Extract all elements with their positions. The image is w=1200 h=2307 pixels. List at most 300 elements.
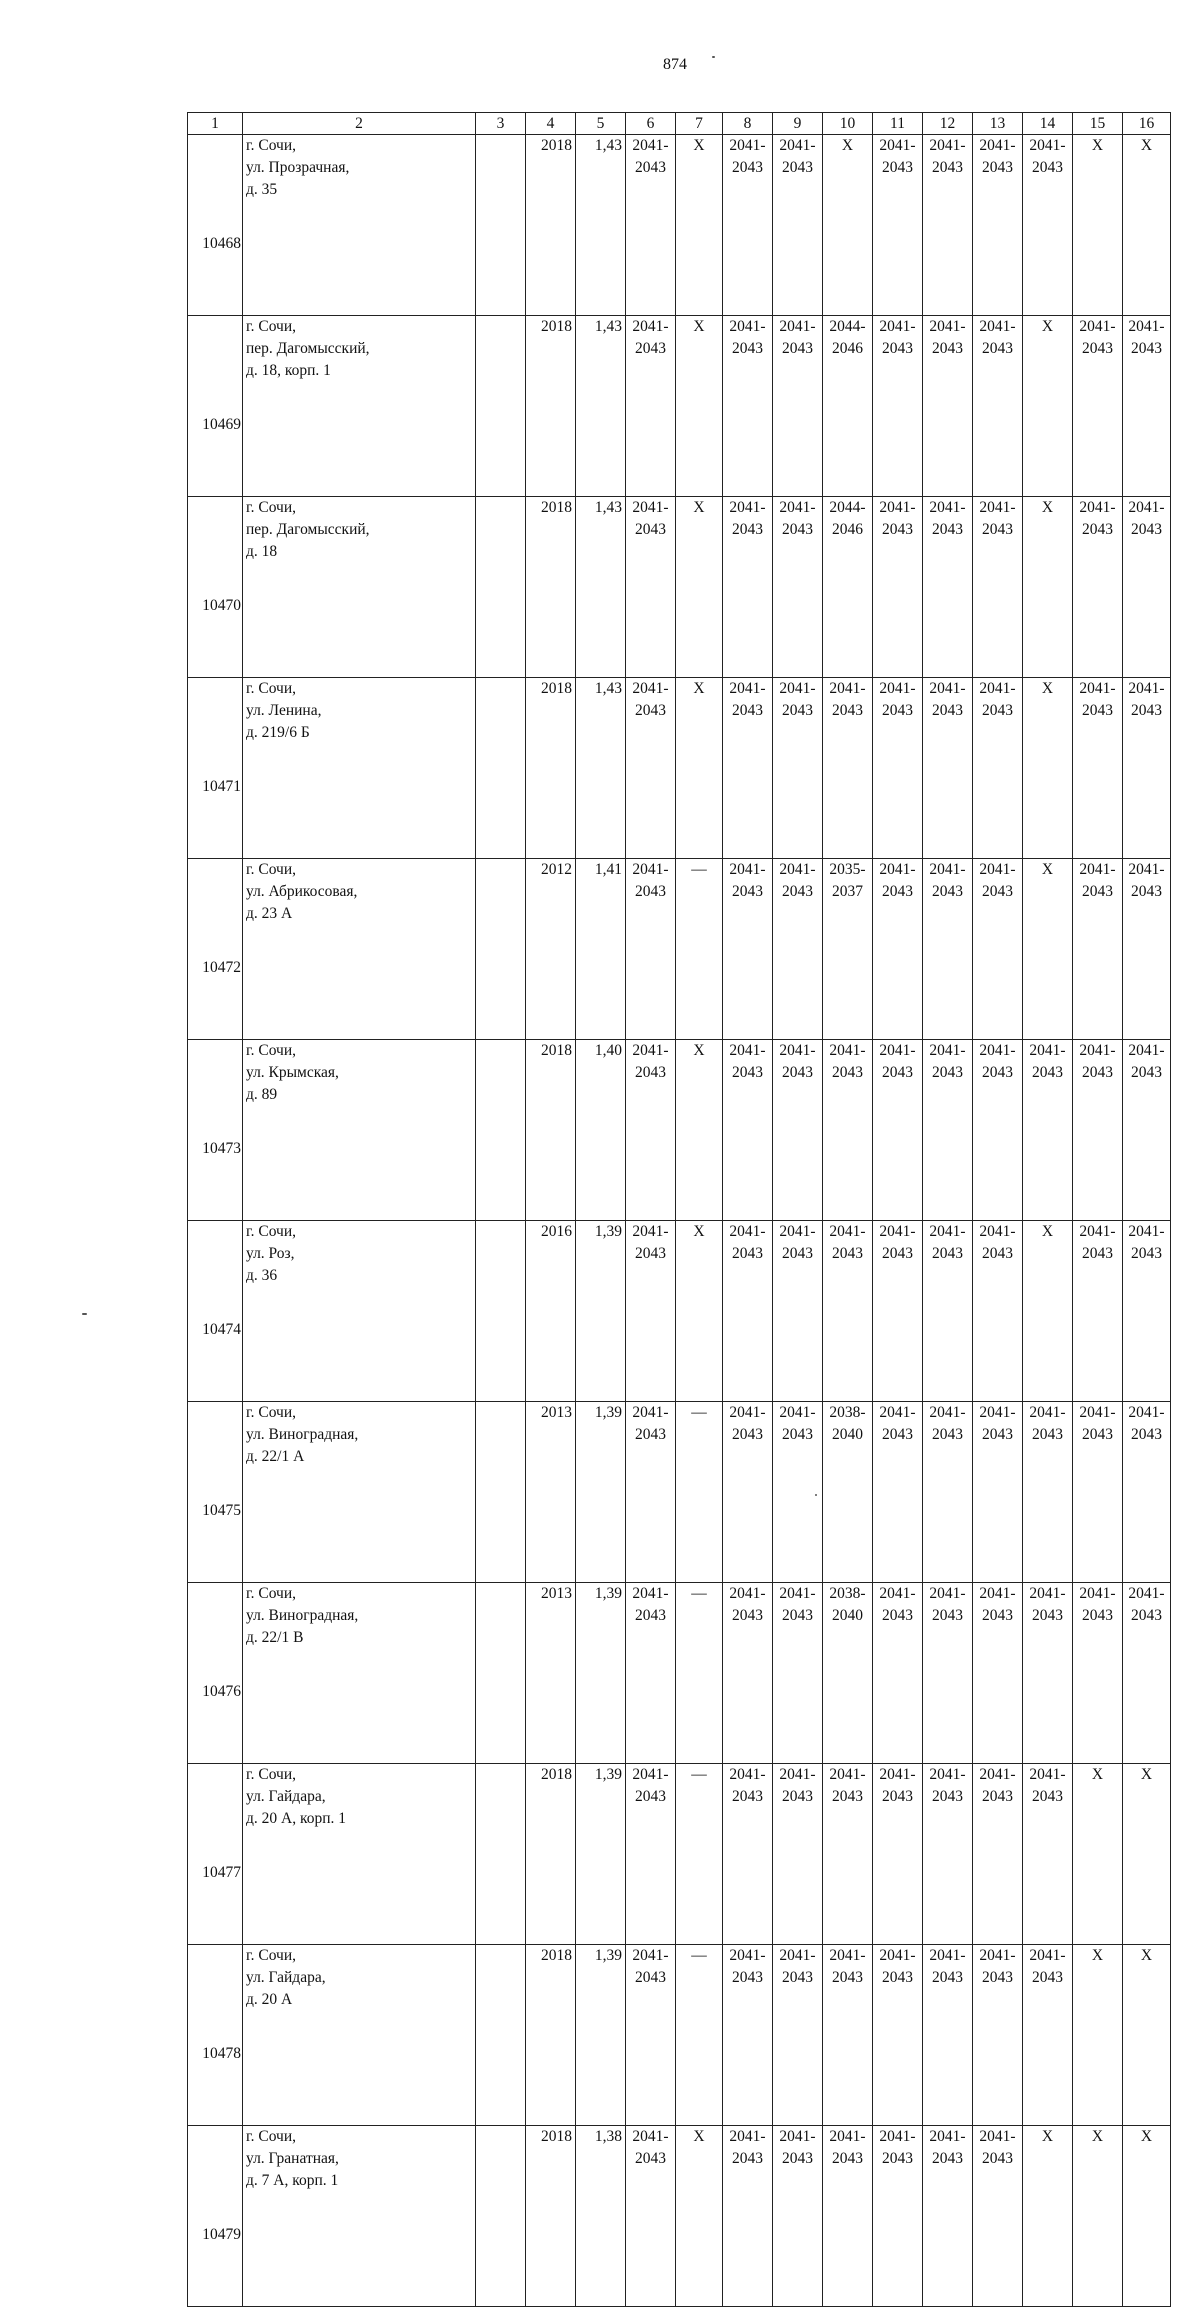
period-start: 2041- [829,1223,866,1240]
period-start: 2041- [1079,1404,1116,1421]
period-start: 2041- [929,1404,966,1421]
period-cell [773,497,823,678]
period-end: 2043 [882,1788,913,1805]
period-cell [873,2126,923,2307]
period-cell [773,1945,823,2126]
address-line: г. Сочи, [246,1766,297,1783]
column-3-cell [476,1040,526,1221]
address-line: г. Сочи, [246,318,297,335]
period-start: 2041- [779,1223,816,1240]
period-start: 2041- [979,1042,1016,1059]
period-start: 2041- [1029,137,1066,154]
coefficient-cell: 1,43 [576,678,626,859]
column-header: 16 [1123,113,1171,135]
period-cell [723,678,773,859]
period-cell [773,1583,823,1764]
period-start: 2041- [979,137,1016,154]
period-cell [823,2126,873,2307]
period-cell [973,1040,1023,1221]
address-line: г. Сочи, [246,1947,297,1964]
mark-cell: Х [1023,1221,1073,1402]
coefficient-cell: 1,40 [576,1040,626,1221]
column-3-cell [476,678,526,859]
period-start: 2041- [632,137,669,154]
address-line: д. 35 [246,181,278,198]
period-start: 2041- [979,861,1016,878]
period-start: 2041- [729,318,766,335]
row-id-cell: 10472 [188,859,243,1040]
coefficient-cell: 1,43 [576,316,626,497]
period-start: 2041- [879,318,916,335]
period-start: 2041- [979,1585,1016,1602]
period-cell [1023,1402,1073,1583]
period-end: 2043 [635,883,666,900]
address-line: д. 219/6 Б [246,724,310,741]
mark-cell: Х [1023,2126,1073,2307]
period-cell [923,497,973,678]
address-cell [243,1583,476,1764]
period-end: 2043 [732,2150,763,2167]
address-line: ул. Роз, [246,1245,295,1262]
period-start: 2041- [729,1947,766,1964]
table-row [188,316,1171,497]
period-cell [773,1221,823,1402]
table-body [188,113,1171,2307]
period-cell [873,316,923,497]
address-line: д. 20 А, корп. 1 [246,1810,346,1827]
address-cell [243,316,476,497]
year-cell: 2018 [526,1764,576,1945]
period-cell [723,316,773,497]
period-start: 2041- [1079,318,1116,335]
coefficient-cell: 1,41 [576,859,626,1040]
period-start: 2041- [829,680,866,697]
period-end: 2043 [932,159,963,176]
period-cell [873,1040,923,1221]
period-cell [1123,1583,1171,1764]
period-end: 2043 [832,1969,863,1986]
coefficient-cell: 1,39 [576,1945,626,2126]
period-start: 2041- [1079,1223,1116,1240]
period-start: 2041- [779,1042,816,1059]
period-cell [626,1402,676,1583]
period-end: 2043 [982,1064,1013,1081]
period-end: 2043 [732,1064,763,1081]
address-line: д. 23 А [246,905,293,922]
address-line: пер. Дагомысский, [246,521,370,538]
period-start: 2041- [929,137,966,154]
period-cell [1123,1402,1171,1583]
period-cell [723,1764,773,1945]
period-end: 2043 [932,2150,963,2167]
period-end: 2043 [732,883,763,900]
table-row [188,1583,1171,1764]
period-cell [1023,135,1073,316]
period-start: 2041- [779,1947,816,1964]
column-3-cell [476,859,526,1040]
period-start: 2041- [632,318,669,335]
period-end: 2043 [782,1426,813,1443]
row-id-cell: 10478 [188,1945,243,2126]
mark-cell: Х [1073,1764,1123,1945]
column-header: 15 [1073,113,1123,135]
period-cell [923,1764,973,1945]
period-cell [873,678,923,859]
period-start: 2041- [729,499,766,516]
address-line: г. Сочи, [246,861,297,878]
mark-cell: Х [676,2126,723,2307]
period-end: 2043 [635,1607,666,1624]
column-header: 3 [476,113,526,135]
table-row [188,1764,1171,1945]
row-id-cell: 10471 [188,678,243,859]
period-end: 2043 [635,340,666,357]
period-start: 2041- [1079,1585,1116,1602]
period-cell [1123,316,1171,497]
period-cell [823,859,873,1040]
period-cell [723,1040,773,1221]
period-cell [1073,859,1123,1040]
period-end: 2043 [782,883,813,900]
period-end: 2043 [982,159,1013,176]
period-end: 2043 [882,883,913,900]
period-cell [973,497,1023,678]
table-row [188,678,1171,859]
period-cell [973,1402,1023,1583]
address-cell [243,1221,476,1402]
period-cell [723,1402,773,1583]
address-cell [243,135,476,316]
period-end: 2043 [982,883,1013,900]
address-cell [243,1040,476,1221]
period-start: 2041- [632,499,669,516]
mark-cell: Х [676,497,723,678]
period-end: 2043 [732,1788,763,1805]
period-end: 2043 [982,1607,1013,1624]
period-cell [923,316,973,497]
period-start: 2041- [779,1404,816,1421]
coefficient-cell: 1,39 [576,1764,626,1945]
period-start: 2041- [1029,1947,1066,1964]
address-line: д. 18, корп. 1 [246,362,331,379]
column-3-cell [476,316,526,497]
address-line: ул. Гайдара, [246,1788,326,1805]
coefficient-cell: 1,38 [576,2126,626,2307]
period-cell [1073,316,1123,497]
year-cell: 2018 [526,1040,576,1221]
coefficient-cell: 1,39 [576,1402,626,1583]
mark-cell: Х [676,316,723,497]
period-start: 2041- [829,1766,866,1783]
period-cell [1123,1221,1171,1402]
table-row [188,1040,1171,1221]
period-start: 2041- [929,499,966,516]
period-end: 2043 [882,1607,913,1624]
period-cell [873,1221,923,1402]
mark-cell: Х [823,135,873,316]
period-cell [773,316,823,497]
period-end: 2043 [1032,1788,1063,1805]
period-end: 2043 [782,1064,813,1081]
period-start: 2041- [879,1223,916,1240]
mark-cell: Х [1023,497,1073,678]
period-end: 2043 [782,1245,813,1262]
row-id-cell: 10469 [188,316,243,497]
period-end: 2043 [782,1607,813,1624]
period-cell [723,1221,773,1402]
period-end: 2043 [882,1969,913,1986]
table-row [188,2126,1171,2307]
period-end: 2043 [732,702,763,719]
column-header: 4 [526,113,576,135]
column-header: 14 [1023,113,1073,135]
address-cell [243,497,476,678]
period-start: 2041- [1128,318,1165,335]
address-line: пер. Дагомысский, [246,340,370,357]
address-line: д. 7 А, корп. 1 [246,2172,339,2189]
period-start: 2041- [632,1042,669,1059]
period-end: 2043 [1032,1607,1063,1624]
period-cell [1023,1764,1073,1945]
period-end: 2043 [982,340,1013,357]
table-row [188,135,1171,316]
period-cell [973,2126,1023,2307]
mark-cell: Х [1023,859,1073,1040]
mark-cell: Х [1123,135,1171,316]
year-cell: 2016 [526,1221,576,1402]
period-start: 2041- [729,2128,766,2145]
period-end: 2043 [1131,1607,1162,1624]
period-cell [973,859,1023,1040]
period-cell [723,1583,773,1764]
address-line: ул. Гранатная, [246,2150,339,2167]
period-start: 2041- [1079,680,1116,697]
mark-cell: Х [1123,1764,1171,1945]
period-start: 2041- [929,1042,966,1059]
year-cell: 2018 [526,2126,576,2307]
mark-cell: — [676,859,723,1040]
address-line: г. Сочи, [246,1223,297,1240]
mark-cell: Х [1073,2126,1123,2307]
address-line: г. Сочи, [246,1042,297,1059]
period-cell [873,1583,923,1764]
year-cell: 2012 [526,859,576,1040]
period-start: 2041- [879,861,916,878]
year-cell: 2013 [526,1583,576,1764]
period-start: 2041- [729,680,766,697]
period-end: 2043 [882,1064,913,1081]
period-cell [823,497,873,678]
address-line: ул. Виноградная, [246,1426,359,1443]
period-end: 2043 [1082,1064,1113,1081]
period-cell [923,1583,973,1764]
period-cell [973,1764,1023,1945]
period-start: 2041- [632,861,669,878]
period-end: 2043 [635,521,666,538]
period-cell [1073,1221,1123,1402]
column-3-cell [476,497,526,678]
address-line: ул. Прозрачная, [246,159,350,176]
address-line: д. 22/1 В [246,1629,304,1646]
period-end: 2043 [882,1426,913,1443]
address-cell [243,678,476,859]
period-start: 2041- [632,2128,669,2145]
column-header: 12 [923,113,973,135]
header-row [188,113,1171,135]
period-start: 2041- [1128,1585,1165,1602]
period-start: 2041- [879,1947,916,1964]
period-end: 2043 [782,1969,813,1986]
mark-cell: Х [676,1221,723,1402]
period-end: 2043 [1032,1969,1063,1986]
column-header: 10 [823,113,873,135]
period-start: 2041- [1128,1223,1165,1240]
year-cell: 2018 [526,1945,576,2126]
period-cell [823,1945,873,2126]
period-cell [873,135,923,316]
period-end: 2043 [982,1788,1013,1805]
period-cell [723,2126,773,2307]
row-id-cell: 10468 [188,135,243,316]
period-start: 2041- [632,1947,669,1964]
period-start: 2041- [1128,499,1165,516]
period-start: 2041- [929,2128,966,2145]
mark-cell: Х [1123,1945,1171,2126]
period-end: 2043 [782,2150,813,2167]
period-cell [973,678,1023,859]
period-end: 2043 [782,521,813,538]
scan-speck [815,1494,817,1496]
period-end: 2043 [635,159,666,176]
period-start: 2041- [979,1223,1016,1240]
period-cell [973,135,1023,316]
row-id-cell: 10476 [188,1583,243,1764]
period-start: 2041- [879,499,916,516]
period-cell [923,2126,973,2307]
period-start: 2041- [729,1042,766,1059]
year-cell: 2018 [526,678,576,859]
year-cell: 2018 [526,497,576,678]
address-line: ул. Ленина, [246,702,322,719]
period-start: 2041- [979,1404,1016,1421]
period-end: 2043 [635,1788,666,1805]
year-cell: 2018 [526,135,576,316]
address-line: г. Сочи, [246,2128,297,2145]
period-start: 2041- [879,1042,916,1059]
mark-cell: — [676,1583,723,1764]
period-start: 2041- [1029,1404,1066,1421]
period-start: 2041- [779,680,816,697]
period-start: 2041- [879,1585,916,1602]
period-start: 2041- [929,680,966,697]
period-cell [973,1221,1023,1402]
period-end: 2043 [732,159,763,176]
address-line: ул. Гайдара, [246,1969,326,1986]
table-row [188,859,1171,1040]
period-start: 2041- [779,499,816,516]
row-id-cell: 10470 [188,497,243,678]
scan-speck [82,1313,87,1315]
column-header: 7 [676,113,723,135]
period-end: 2043 [882,2150,913,2167]
mark-cell: Х [1023,316,1073,497]
period-end: 2043 [1082,1245,1113,1262]
period-cell [1073,678,1123,859]
period-end: 2043 [1032,1064,1063,1081]
period-end: 2043 [635,2150,666,2167]
period-end: 2043 [832,1788,863,1805]
address-line: г. Сочи, [246,680,297,697]
period-cell [723,1945,773,2126]
period-start: 2038- [829,1585,866,1602]
period-end: 2043 [1082,1426,1113,1443]
period-cell [873,1945,923,2126]
period-end: 2043 [982,1969,1013,1986]
period-cell [626,497,676,678]
period-end: 2043 [882,159,913,176]
period-cell [1073,1583,1123,1764]
period-cell [1073,497,1123,678]
mark-cell: Х [676,135,723,316]
period-cell [1123,678,1171,859]
period-end: 2043 [1082,340,1113,357]
period-cell [773,1764,823,1945]
period-end: 2037 [832,883,863,900]
address-line: г. Сочи, [246,1404,297,1421]
period-end: 2043 [635,1426,666,1443]
period-start: 2041- [1029,1585,1066,1602]
period-end: 2043 [1131,702,1162,719]
period-start: 2041- [779,861,816,878]
row-id-cell: 10475 [188,1402,243,1583]
table-row [188,497,1171,678]
table-row [188,1402,1171,1583]
period-start: 2035- [829,861,866,878]
coefficient-cell: 1,43 [576,135,626,316]
period-end: 2043 [782,340,813,357]
period-cell [873,497,923,678]
period-end: 2043 [982,521,1013,538]
period-cell [823,1221,873,1402]
period-start: 2041- [979,1947,1016,1964]
period-end: 2043 [832,1245,863,1262]
mark-cell: Х [1123,2126,1171,2307]
period-end: 2043 [982,702,1013,719]
period-cell [626,2126,676,2307]
period-start: 2041- [729,1766,766,1783]
column-3-cell [476,2126,526,2307]
period-cell [973,316,1023,497]
period-cell [973,1583,1023,1764]
period-start: 2041- [729,1404,766,1421]
period-end: 2043 [1082,1607,1113,1624]
column-3-cell [476,1402,526,1583]
period-cell [773,1402,823,1583]
page-number: 874 [663,56,687,73]
period-start: 2041- [979,1766,1016,1783]
period-start: 2041- [979,499,1016,516]
column-header: 1 [188,113,243,135]
period-start: 2041- [779,137,816,154]
period-end: 2043 [982,1245,1013,1262]
address-cell [243,1764,476,1945]
period-end: 2046 [832,521,863,538]
period-start: 2041- [879,1766,916,1783]
address-line: д. 36 [246,1267,278,1284]
period-start: 2041- [929,1947,966,1964]
period-cell [723,497,773,678]
period-cell [923,1402,973,1583]
